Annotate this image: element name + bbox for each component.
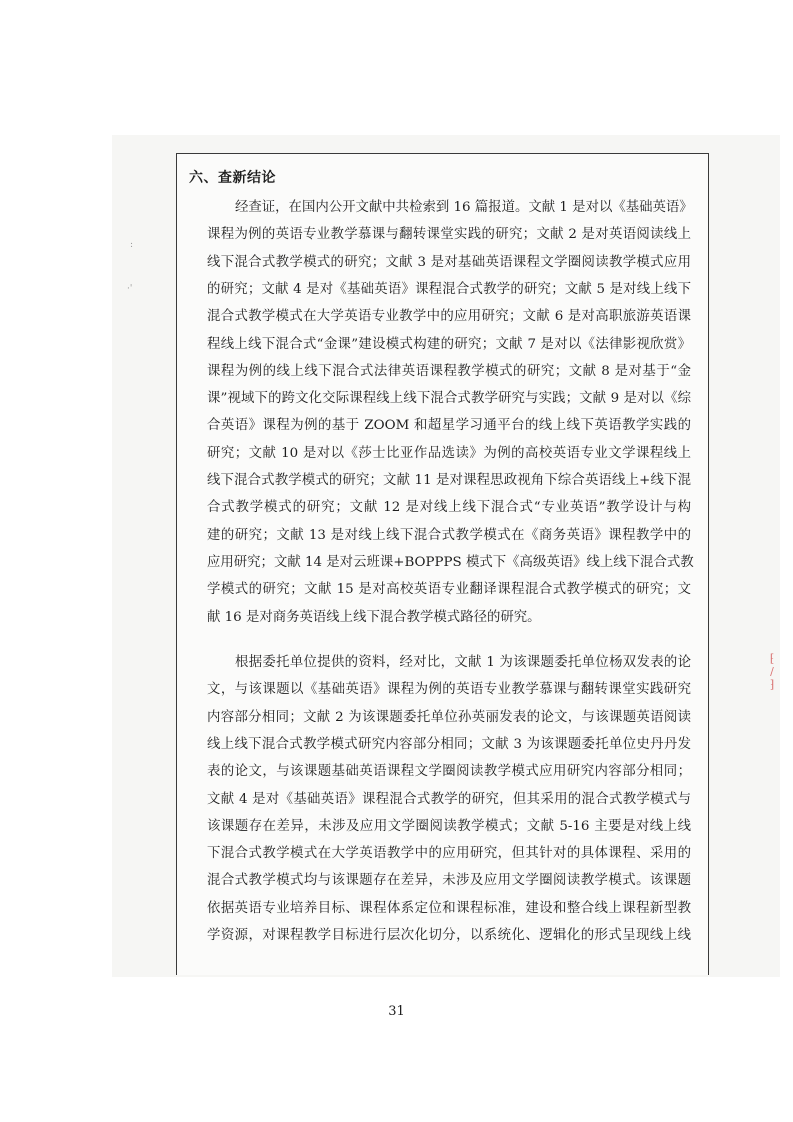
scan-speck: : — [130, 240, 134, 250]
text-line: 学资源，对课程教学目标进行层次化切分，以系统化、逻辑化的形式呈现线上线 — [207, 928, 691, 943]
text-line: 合英语》课程为例的基于 ZOOM 和超星学习通平台的线上线下英语教学实践的 — [207, 418, 691, 434]
scan-speck: ·' — [127, 284, 133, 294]
text-line: 下混合式教学模式在大学英语教学中的应用研究，但其针对的具体课程、采用的 — [207, 846, 691, 862]
page-number: 31 — [388, 1004, 405, 1019]
section-heading: 六、查新结论 — [189, 170, 276, 186]
text-line: 课程为例的线上线下混合式法律英语课程教学模式的研究；文献 8 是对基于“金 — [207, 363, 691, 379]
text-line: 根据委托单位提供的资料，经对比，文献 1 为该课题委托单位杨双发表的论 — [235, 655, 691, 670]
text-line: 表的论文，与该课题基础英语课程文学圈阅读教学模式应用研究内容部分相同； — [207, 764, 691, 780]
text-line: 研究；文献 10 是对以《莎士比亚作品选读》为例的高校英语专业文学课程线上 — [207, 445, 691, 461]
text-line: 建的研究；文献 13 是对线上线下混合式教学模式在《商务英语》课程教学中的 — [207, 527, 691, 543]
text-line: 混合式教学模式在大学英语专业教学中的应用研究；文献 6 是对高职旅游英语课 — [207, 309, 691, 325]
text-line: 线下混合式教学模式的研究；文献 3 是对基础英语课程文学圈阅读教学模式应用 — [207, 254, 691, 270]
text-line: 的研究；文献 4 是对《基础英语》课程混合式教学的研究；文献 5 是对线上线下 — [207, 281, 691, 297]
text-line: 内容部分相同；文献 2 为该课题委托单位孙英丽发表的论文，与该课题英语阅读 — [207, 709, 691, 725]
text-line: 线上线下混合式教学模式研究内容部分相同；文献 3 为该课题委托单位史丹丹发 — [207, 736, 691, 752]
text-line: 课程为例的英语专业教学慕课与翻转课堂实践的研究；文献 2 是对英语阅读线上 — [207, 227, 691, 243]
text-line: 应用研究；文献 14 是对云班课+BOPPPS 模式下《高级英语》线上线下混合式教 — [207, 554, 694, 570]
text-line: 程线上线下混合式“金课”建设模式构建的研究；文献 7 是对以《法律影视欣赏》 — [207, 336, 691, 352]
text-line: 学模式的研究；文献 15 是对高校英语专业翻译课程混合式教学模式的研究；文 — [207, 582, 691, 598]
text-line: 混合式教学模式均与该课题存在差异，未涉及应用文学圈阅读教学模式。该课题 — [207, 873, 691, 889]
text-line: 合式教学模式的研究；文献 12 是对线上线下混合式“专业英语”教学设计与构 — [207, 500, 691, 516]
seal-stamp-edge: ⁅ ∕ ⁆ — [769, 652, 775, 691]
text-line: 文，与该课题以《基础英语》课程为例的英语专业教学慕课与翻转课堂实践研究 — [207, 682, 691, 698]
text-line: 该课题存在差异，未涉及应用文学圈阅读教学模式；文献 5-16 主要是对线上线 — [207, 818, 691, 834]
text-line: 课”视域下的跨文化交际课程线上线下混合式教学研究与实践；文献 9 是对以《综 — [207, 391, 691, 407]
text-line: 线下混合式教学模式的研究；文献 11 是对课程思政视角下综合英语线上+线下混 — [207, 473, 691, 488]
text-line: 献 16 是对商务英语线上线下混合教学模式路径的研究。 — [207, 609, 541, 625]
text-line: 文献 4 是对《基础英语》课程混合式教学的研究，但其采用的混合式教学模式与 — [207, 791, 691, 807]
text-line: 依据英语专业培养目标、课程体系定位和课程标准，建设和整合线上课程新型教 — [207, 900, 691, 916]
text-line: 经查证，在国内公开文献中共检索到 16 篇报道。文献 1 是对以《基础英语》 — [235, 200, 693, 215]
